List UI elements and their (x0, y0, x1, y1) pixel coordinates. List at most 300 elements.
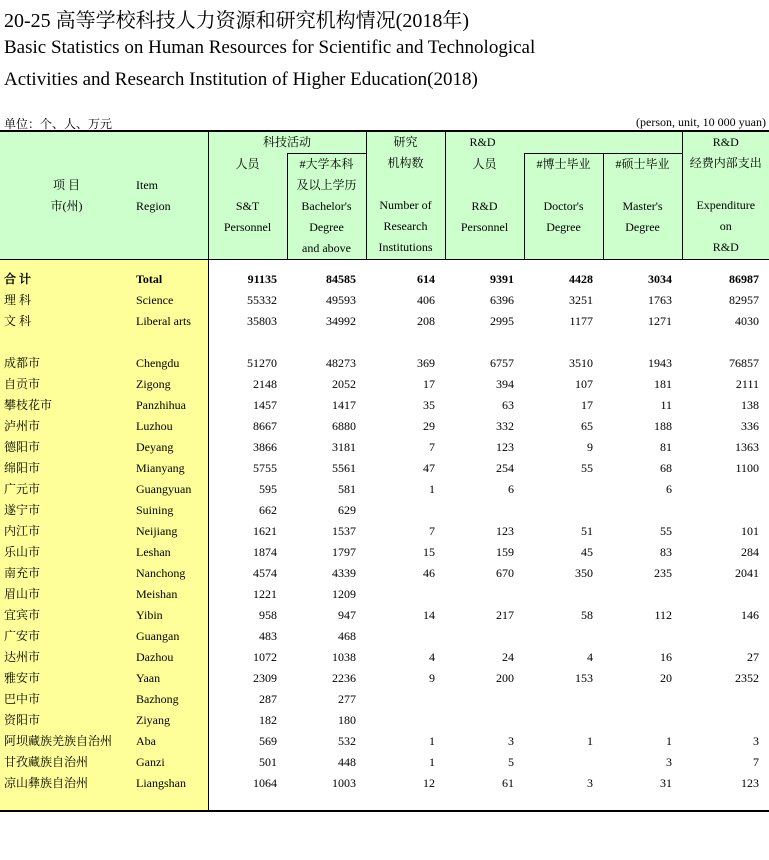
data-cell (366, 626, 445, 647)
data-cell: 27 (747, 650, 760, 664)
row-label-en: Aba (133, 731, 208, 752)
table-row (0, 437, 769, 458)
data-cell: 45 (581, 545, 594, 559)
data-cell (524, 689, 603, 710)
header-inst-cn2: 机构数 (387, 156, 424, 170)
row-label-cn: 广元市 (0, 479, 133, 500)
row-label-en: Ziyang (133, 710, 208, 731)
table-body (0, 260, 769, 812)
row-label-en: Zigong (133, 374, 208, 395)
header-doctor-degree (524, 154, 603, 260)
data-cell (682, 500, 769, 521)
data-cell: 17 (581, 398, 594, 412)
row-label-cn: 内江市 (0, 521, 133, 542)
data-cell: 662 (259, 503, 277, 517)
row-label-cn: 合 计 (0, 269, 133, 290)
data-cell (445, 584, 524, 605)
table-row (0, 563, 769, 584)
row-label-cn: 遂宁市 (0, 500, 133, 521)
header-rd-en1: R&D (471, 198, 498, 213)
data-cell: 217 (496, 608, 515, 622)
data-cell: 2995 (490, 314, 515, 328)
row-label-cn: 理 科 (0, 290, 133, 311)
row-label-cn: 甘孜藏族自治州 (0, 752, 133, 773)
data-cell: 123 (741, 776, 760, 790)
data-cell: 4339 (332, 566, 357, 580)
row-label-en: Deyang (133, 437, 208, 458)
spacer-cell (682, 260, 769, 270)
spacer-cell (682, 794, 769, 811)
data-cell: 16 (660, 650, 673, 664)
header-exp-en1: Expenditure (696, 198, 756, 212)
data-cell: 581 (338, 482, 357, 496)
data-cell (524, 584, 603, 605)
data-cell (445, 710, 524, 731)
table-row (0, 773, 769, 794)
header-item-cn-line1: 项 目 (52, 177, 80, 192)
data-cell: 55 (660, 524, 673, 538)
data-cell: 15 (423, 545, 436, 559)
data-cell: 1943 (648, 356, 673, 370)
row-label-en: Science (133, 290, 208, 311)
header-st-personnel-cn1: 科技活动 (208, 131, 366, 154)
header-rd-personnel (445, 154, 524, 260)
data-cell: 159 (496, 545, 515, 559)
header-bach-en1: Bachelor's (301, 199, 352, 213)
data-cell: 12 (423, 776, 436, 790)
data-cell: 6880 (332, 419, 357, 433)
data-cell: 1417 (332, 398, 357, 412)
row-label-en: Total (133, 269, 208, 290)
data-cell: 670 (496, 566, 515, 580)
data-cell (682, 479, 769, 500)
data-cell: 51 (581, 524, 594, 538)
page-title-cn: 20-25 高等学校科技人力资源和研究机构情况(2018年) (4, 10, 469, 32)
header-item-cn (0, 131, 133, 260)
data-cell: 1072 (253, 650, 277, 664)
spacer-cell (366, 332, 445, 353)
data-cell: 2041 (735, 566, 760, 580)
row-label-cn: 达州市 (0, 647, 133, 668)
data-cell: 1 (429, 755, 436, 769)
data-cell: 277 (338, 692, 357, 706)
table-row (0, 731, 769, 752)
spacer-cell (524, 794, 603, 811)
data-cell: 369 (417, 356, 436, 370)
data-cell: 5755 (253, 461, 277, 475)
data-cell: 180 (338, 713, 357, 727)
header-st-en1: S&T (235, 198, 260, 213)
header-item-en (133, 131, 208, 260)
data-cell: 1 (587, 734, 594, 748)
row-label-en: Yibin (133, 605, 208, 626)
data-cell (524, 752, 603, 773)
data-cell: 5 (508, 755, 515, 769)
data-cell: 2111 (735, 377, 760, 391)
data-cell: 9 (429, 671, 436, 685)
table-row (0, 542, 769, 563)
data-cell: 107 (575, 377, 594, 391)
data-cell (366, 689, 445, 710)
data-cell (366, 584, 445, 605)
table-row (0, 374, 769, 395)
data-cell: 7 (429, 440, 436, 454)
row-label-en: Guangyuan (133, 479, 208, 500)
data-cell (524, 479, 603, 500)
data-cell: 483 (259, 629, 277, 643)
data-cell: 7 (429, 524, 436, 538)
data-cell: 3251 (569, 293, 594, 307)
table-row (0, 647, 769, 668)
data-cell: 1457 (253, 398, 277, 412)
row-label-cn: 眉山市 (0, 584, 133, 605)
data-cell: 3 (666, 755, 673, 769)
header-bach-cn2: 及以上学历 (296, 178, 357, 192)
data-cell: 629 (338, 503, 357, 517)
data-cell (603, 710, 682, 731)
row-label-en: Suining (133, 500, 208, 521)
data-cell: 58 (581, 608, 594, 622)
data-cell: 83 (660, 545, 673, 559)
data-cell: 2352 (735, 671, 760, 685)
row-label-cn: 广安市 (0, 626, 133, 647)
table-row (0, 416, 769, 437)
data-cell: 123 (496, 440, 515, 454)
page-title-en-line1: Basic Statistics on Human Resources for Scientific and Technological (4, 37, 536, 58)
row-label-cn: 文 科 (0, 311, 133, 332)
data-cell: 9 (587, 440, 594, 454)
data-cell (603, 584, 682, 605)
data-cell: 1621 (253, 524, 277, 538)
header-item-en-line2: Region (136, 198, 171, 213)
data-cell: 24 (502, 650, 515, 664)
data-cell (524, 500, 603, 521)
data-cell (682, 689, 769, 710)
row-label-en: Panzhihua (133, 395, 208, 416)
table-row (0, 626, 769, 647)
data-cell (682, 584, 769, 605)
data-cell: 34992 (326, 314, 357, 328)
data-cell: 6 (508, 482, 515, 496)
data-cell: 468 (338, 629, 357, 643)
data-cell: 1038 (332, 650, 357, 664)
table-row (0, 521, 769, 542)
table-row (0, 668, 769, 689)
data-cell: 394 (496, 377, 515, 391)
data-cell: 181 (654, 377, 673, 391)
data-cell: 35803 (247, 314, 277, 328)
data-cell: 65 (581, 419, 594, 433)
spacer-cell (524, 260, 603, 270)
spacer-cell (208, 332, 287, 353)
row-label-en: Meishan (133, 584, 208, 605)
spacer-cell (133, 332, 208, 353)
header-inst-en1: Number of (379, 198, 432, 212)
data-cell: 6 (666, 482, 673, 496)
table-row (0, 710, 769, 731)
data-cell: 4 (587, 650, 594, 664)
data-cell: 3181 (332, 440, 357, 454)
data-cell: 2309 (253, 671, 277, 685)
unit-label-en: (person, unit, 10 000 yuan) (636, 115, 766, 129)
spacer-cell (0, 794, 133, 811)
spacer-cell (366, 794, 445, 811)
header-bach-en3: and above (302, 241, 351, 255)
data-cell: 76857 (729, 356, 760, 370)
data-cell (603, 689, 682, 710)
table-row (0, 689, 769, 710)
spacer-cell (208, 260, 287, 270)
row-label-en: Dazhou (133, 647, 208, 668)
data-cell: 6757 (490, 356, 515, 370)
header-doc-en2: Degree (546, 220, 581, 234)
header-exp-en3: R&D (712, 240, 739, 254)
data-cell: 1064 (253, 776, 277, 790)
data-cell: 11 (660, 398, 673, 412)
header-mas-en1: Master's (622, 199, 663, 213)
data-cell: 1209 (332, 587, 357, 601)
data-cell: 1221 (253, 587, 277, 601)
header-item-cn-line2: 市(州) (50, 198, 83, 213)
header-mas-cn: #硕士毕业 (615, 157, 670, 171)
row-label-cn: 德阳市 (0, 437, 133, 458)
data-cell: 153 (575, 671, 594, 685)
data-cell: 47 (423, 461, 436, 475)
data-cell: 208 (417, 314, 436, 328)
data-cell: 29 (423, 419, 436, 433)
data-cell: 112 (654, 608, 673, 622)
data-cell: 287 (259, 692, 277, 706)
header-exp-cn1: R&D (712, 135, 739, 149)
data-cell: 4428 (569, 272, 594, 286)
row-label-en: Nanchong (133, 563, 208, 584)
row-label-cn: 雅安市 (0, 668, 133, 689)
spacer-cell (133, 260, 208, 270)
spacer-cell (287, 260, 366, 270)
data-cell: 101 (741, 524, 760, 538)
spacer-cell (133, 794, 208, 811)
row-label-en: Chengdu (133, 353, 208, 374)
data-cell: 1363 (735, 440, 760, 454)
data-cell: 123 (496, 524, 515, 538)
data-cell: 200 (496, 671, 515, 685)
data-cell: 17 (423, 377, 436, 391)
data-cell: 3 (508, 734, 515, 748)
header-doc-cn: #博士毕业 (536, 157, 591, 171)
data-cell: 1271 (648, 314, 673, 328)
header-master-degree (603, 154, 682, 260)
data-cell (445, 500, 524, 521)
spacer-cell (603, 260, 682, 270)
data-cell: 1797 (332, 545, 357, 559)
data-cell (524, 710, 603, 731)
data-cell: 3866 (253, 440, 277, 454)
row-label-cn: 绵阳市 (0, 458, 133, 479)
data-cell (445, 626, 524, 647)
row-label-cn: 资阳市 (0, 710, 133, 731)
table-header (0, 131, 769, 260)
data-cell: 958 (259, 608, 277, 622)
row-label-en: Bazhong (133, 689, 208, 710)
data-cell: 336 (741, 419, 760, 433)
data-cell: 91135 (247, 272, 277, 286)
header-rd-en2: Personnel (460, 219, 509, 234)
data-cell (524, 626, 603, 647)
data-cell: 284 (741, 545, 760, 559)
row-label-cn: 南充市 (0, 563, 133, 584)
data-cell: 4574 (253, 566, 277, 580)
data-cell: 182 (259, 713, 277, 727)
data-cell: 48273 (326, 356, 357, 370)
header-exp-en2: on (719, 219, 732, 233)
data-cell: 3 (587, 776, 594, 790)
data-cell: 1 (666, 734, 673, 748)
header-st-en2: Personnel (223, 219, 272, 234)
data-cell: 49593 (326, 293, 357, 307)
table-row (0, 479, 769, 500)
statistics-table (0, 130, 769, 812)
row-label-cn: 泸州市 (0, 416, 133, 437)
data-cell: 8667 (253, 419, 277, 433)
unit-label-cn: 单位：个、人、万元 (4, 117, 113, 131)
spacer-cell (445, 332, 524, 353)
row-label-cn: 攀枝花市 (0, 395, 133, 416)
row-label-cn: 阿坝藏族羌族自治州 (0, 731, 133, 752)
data-cell: 138 (741, 398, 760, 412)
header-rd-expenditure (682, 131, 769, 260)
row-label-en: Liberal arts (133, 311, 208, 332)
data-cell: 82957 (729, 293, 760, 307)
row-label-en: Guangan (133, 626, 208, 647)
header-doc-en1: Doctor's (543, 199, 584, 213)
table-row (0, 395, 769, 416)
row-label-en: Luzhou (133, 416, 208, 437)
data-cell: 6396 (490, 293, 515, 307)
data-cell: 595 (259, 482, 277, 496)
table-row (0, 290, 769, 311)
data-cell (366, 710, 445, 731)
data-cell: 146 (741, 608, 760, 622)
table-row (0, 353, 769, 374)
data-cell: 569 (259, 734, 277, 748)
row-label-en: Neijiang (133, 521, 208, 542)
row-label-cn: 乐山市 (0, 542, 133, 563)
data-cell (603, 626, 682, 647)
data-cell: 55 (581, 461, 594, 475)
header-bachelor-degree (287, 154, 366, 260)
data-cell: 2148 (253, 377, 277, 391)
data-cell: 1763 (648, 293, 673, 307)
data-cell: 7 (753, 755, 760, 769)
data-cell: 2052 (332, 377, 357, 391)
data-cell: 14 (423, 608, 436, 622)
data-cell: 2236 (332, 671, 357, 685)
header-rd-cn2: 人员 (472, 156, 497, 171)
header-inst-en2: Research (383, 219, 428, 233)
row-label-cn: 巴中市 (0, 689, 133, 710)
header-exp-cn2: 经费内部支出 (689, 156, 762, 170)
data-cell: 31 (660, 776, 673, 790)
header-mas-en2: Degree (625, 220, 660, 234)
data-cell: 55332 (247, 293, 277, 307)
row-label-en: Ganzi (133, 752, 208, 773)
data-cell (366, 500, 445, 521)
data-cell: 81 (660, 440, 673, 454)
table-row (0, 458, 769, 479)
data-cell: 406 (417, 293, 436, 307)
header-bach-cn1: #大学本科 (299, 157, 354, 171)
data-cell: 947 (338, 608, 357, 622)
data-cell: 1003 (332, 776, 357, 790)
row-label-cn: 成都市 (0, 353, 133, 374)
header-research-institutions (366, 131, 445, 260)
table-row (0, 752, 769, 773)
spacer-cell (0, 332, 133, 353)
data-cell (682, 710, 769, 731)
data-cell: 1537 (332, 524, 357, 538)
data-cell: 3034 (648, 272, 673, 286)
spacer-cell (445, 260, 524, 270)
header-rd-personnel-cn1: R&D (445, 131, 682, 154)
data-cell (445, 689, 524, 710)
table-row (0, 584, 769, 605)
spacer-cell (366, 260, 445, 270)
spacer-cell (682, 332, 769, 353)
table-row (0, 605, 769, 626)
data-cell: 4030 (735, 314, 760, 328)
data-cell: 254 (496, 461, 515, 475)
data-cell: 1874 (253, 545, 277, 559)
row-label-cn: 宜宾市 (0, 605, 133, 626)
data-cell: 9391 (490, 272, 515, 286)
data-cell: 448 (338, 755, 357, 769)
data-cell: 3 (753, 734, 760, 748)
data-cell: 46 (423, 566, 436, 580)
data-cell: 350 (575, 566, 594, 580)
spacer-cell (208, 794, 287, 811)
table-row (0, 269, 769, 290)
data-cell: 1177 (569, 314, 594, 328)
spacer-cell (0, 260, 133, 270)
data-cell: 4 (429, 650, 436, 664)
data-cell: 68 (660, 461, 673, 475)
data-cell: 84585 (326, 272, 357, 286)
spacer-cell (603, 332, 682, 353)
data-cell (603, 500, 682, 521)
data-cell: 332 (496, 419, 515, 433)
header-st-cn2: 人员 (235, 156, 260, 171)
spacer-cell (287, 794, 366, 811)
row-label-cn: 凉山彝族自治州 (0, 773, 133, 794)
data-cell: 20 (660, 671, 673, 685)
header-inst-cn1: 研究 (393, 135, 418, 149)
row-label-en: Yaan (133, 668, 208, 689)
table-row (0, 311, 769, 332)
data-cell: 63 (502, 398, 515, 412)
data-cell: 501 (259, 755, 277, 769)
data-cell: 61 (502, 776, 515, 790)
data-cell: 1 (429, 482, 436, 496)
data-cell: 235 (654, 566, 673, 580)
header-st-personnel (208, 154, 287, 260)
spacer-cell (524, 332, 603, 353)
row-label-cn: 自贡市 (0, 374, 133, 395)
data-cell: 86987 (729, 272, 760, 286)
data-cell (682, 626, 769, 647)
data-cell: 1100 (735, 461, 760, 475)
data-cell: 614 (417, 272, 436, 286)
data-cell: 3510 (569, 356, 594, 370)
